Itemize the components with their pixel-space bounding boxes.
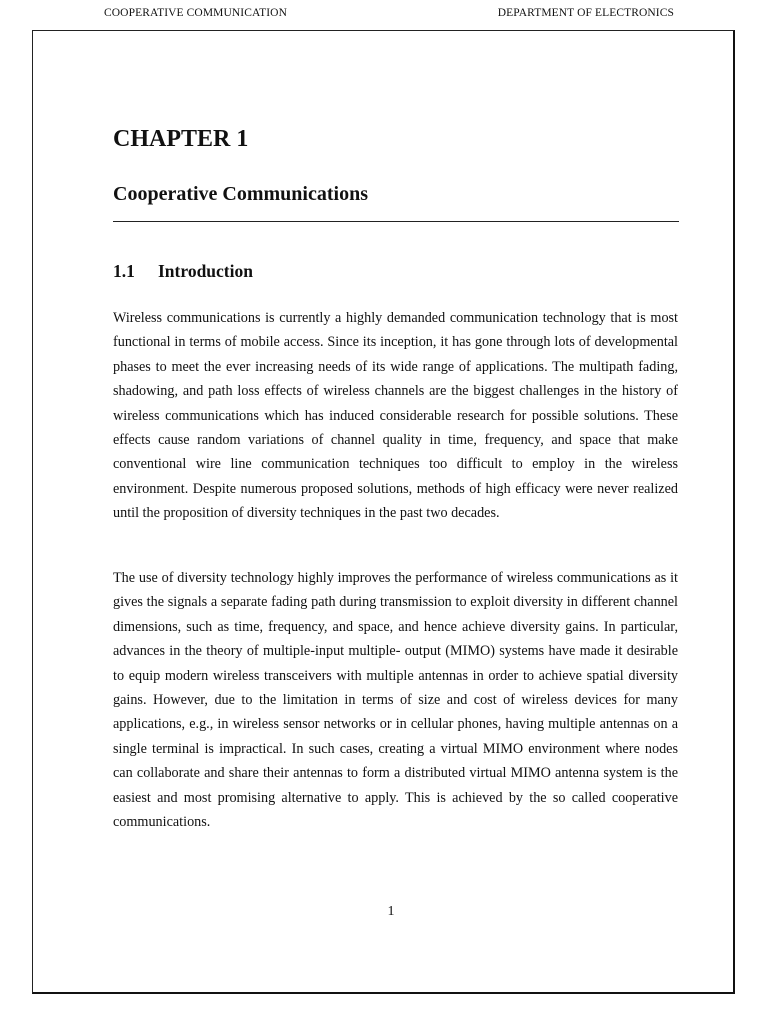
- chapter-label: CHAPTER 1: [113, 126, 249, 152]
- running-header-right: DEPARTMENT OF ELECTRONICS: [497, 7, 674, 19]
- section-title: Introduction: [158, 261, 253, 281]
- title-divider: [113, 221, 679, 222]
- chapter-title: Cooperative Communications: [113, 183, 368, 205]
- page-number: 1: [387, 904, 395, 919]
- section-number: 1.1: [113, 261, 135, 281]
- paragraph-introduction-1: Wireless communications is currently a highly demanded communication technology that is most functional in terms of mobile access. Since its inception, it has gone through lots of developmental phases to meet the ever increasing needs of its wide range of applications. The multipath fading, shadowing, and path loss effects of wireless channels are the biggest challenges in the history of wireless communications which has induced considerable research for possible solutions. These effects cause random variations of channel quality in time, frequency, and space that make conventional wire line communication techniques too difficult to employ in the wireless environment. Despite numerous proposed solutions, methods of high efficacy were never realized until the proposition of diversity techniques in the past two decades.: [113, 310, 678, 522]
- paragraph-introduction-2: The use of diversity technology highly improves the performance of wireless communications as it gives the signals a separate fading path during transmission to exploit diversity in different channel dimensions, such as time, frequency, and space, and hence achieve diversity gains. In particular, advances in the theory of multiple-input multiple- output (MIMO) systems have made it desirable to equip modern wireless transceivers with multiple antennas in order to achieve spatial diversity gains. However, due to the limitation in terms of size and cost of wireless devices for many applications, e.g., in wireless sensor networks or in cellular phones, having multiple antennas on a single terminal is impractical. In such cases, creating a virtual MIMO environment where nodes can collaborate and share their antennas to form a distributed virtual MIMO antenna system is the easiest and most promising alternative to apply. This is achieved by the so called cooperative communications.: [113, 570, 678, 831]
- section-heading: [113, 261, 253, 282]
- running-header-left: COOPERATIVE COMMUNICATION: [104, 7, 287, 19]
